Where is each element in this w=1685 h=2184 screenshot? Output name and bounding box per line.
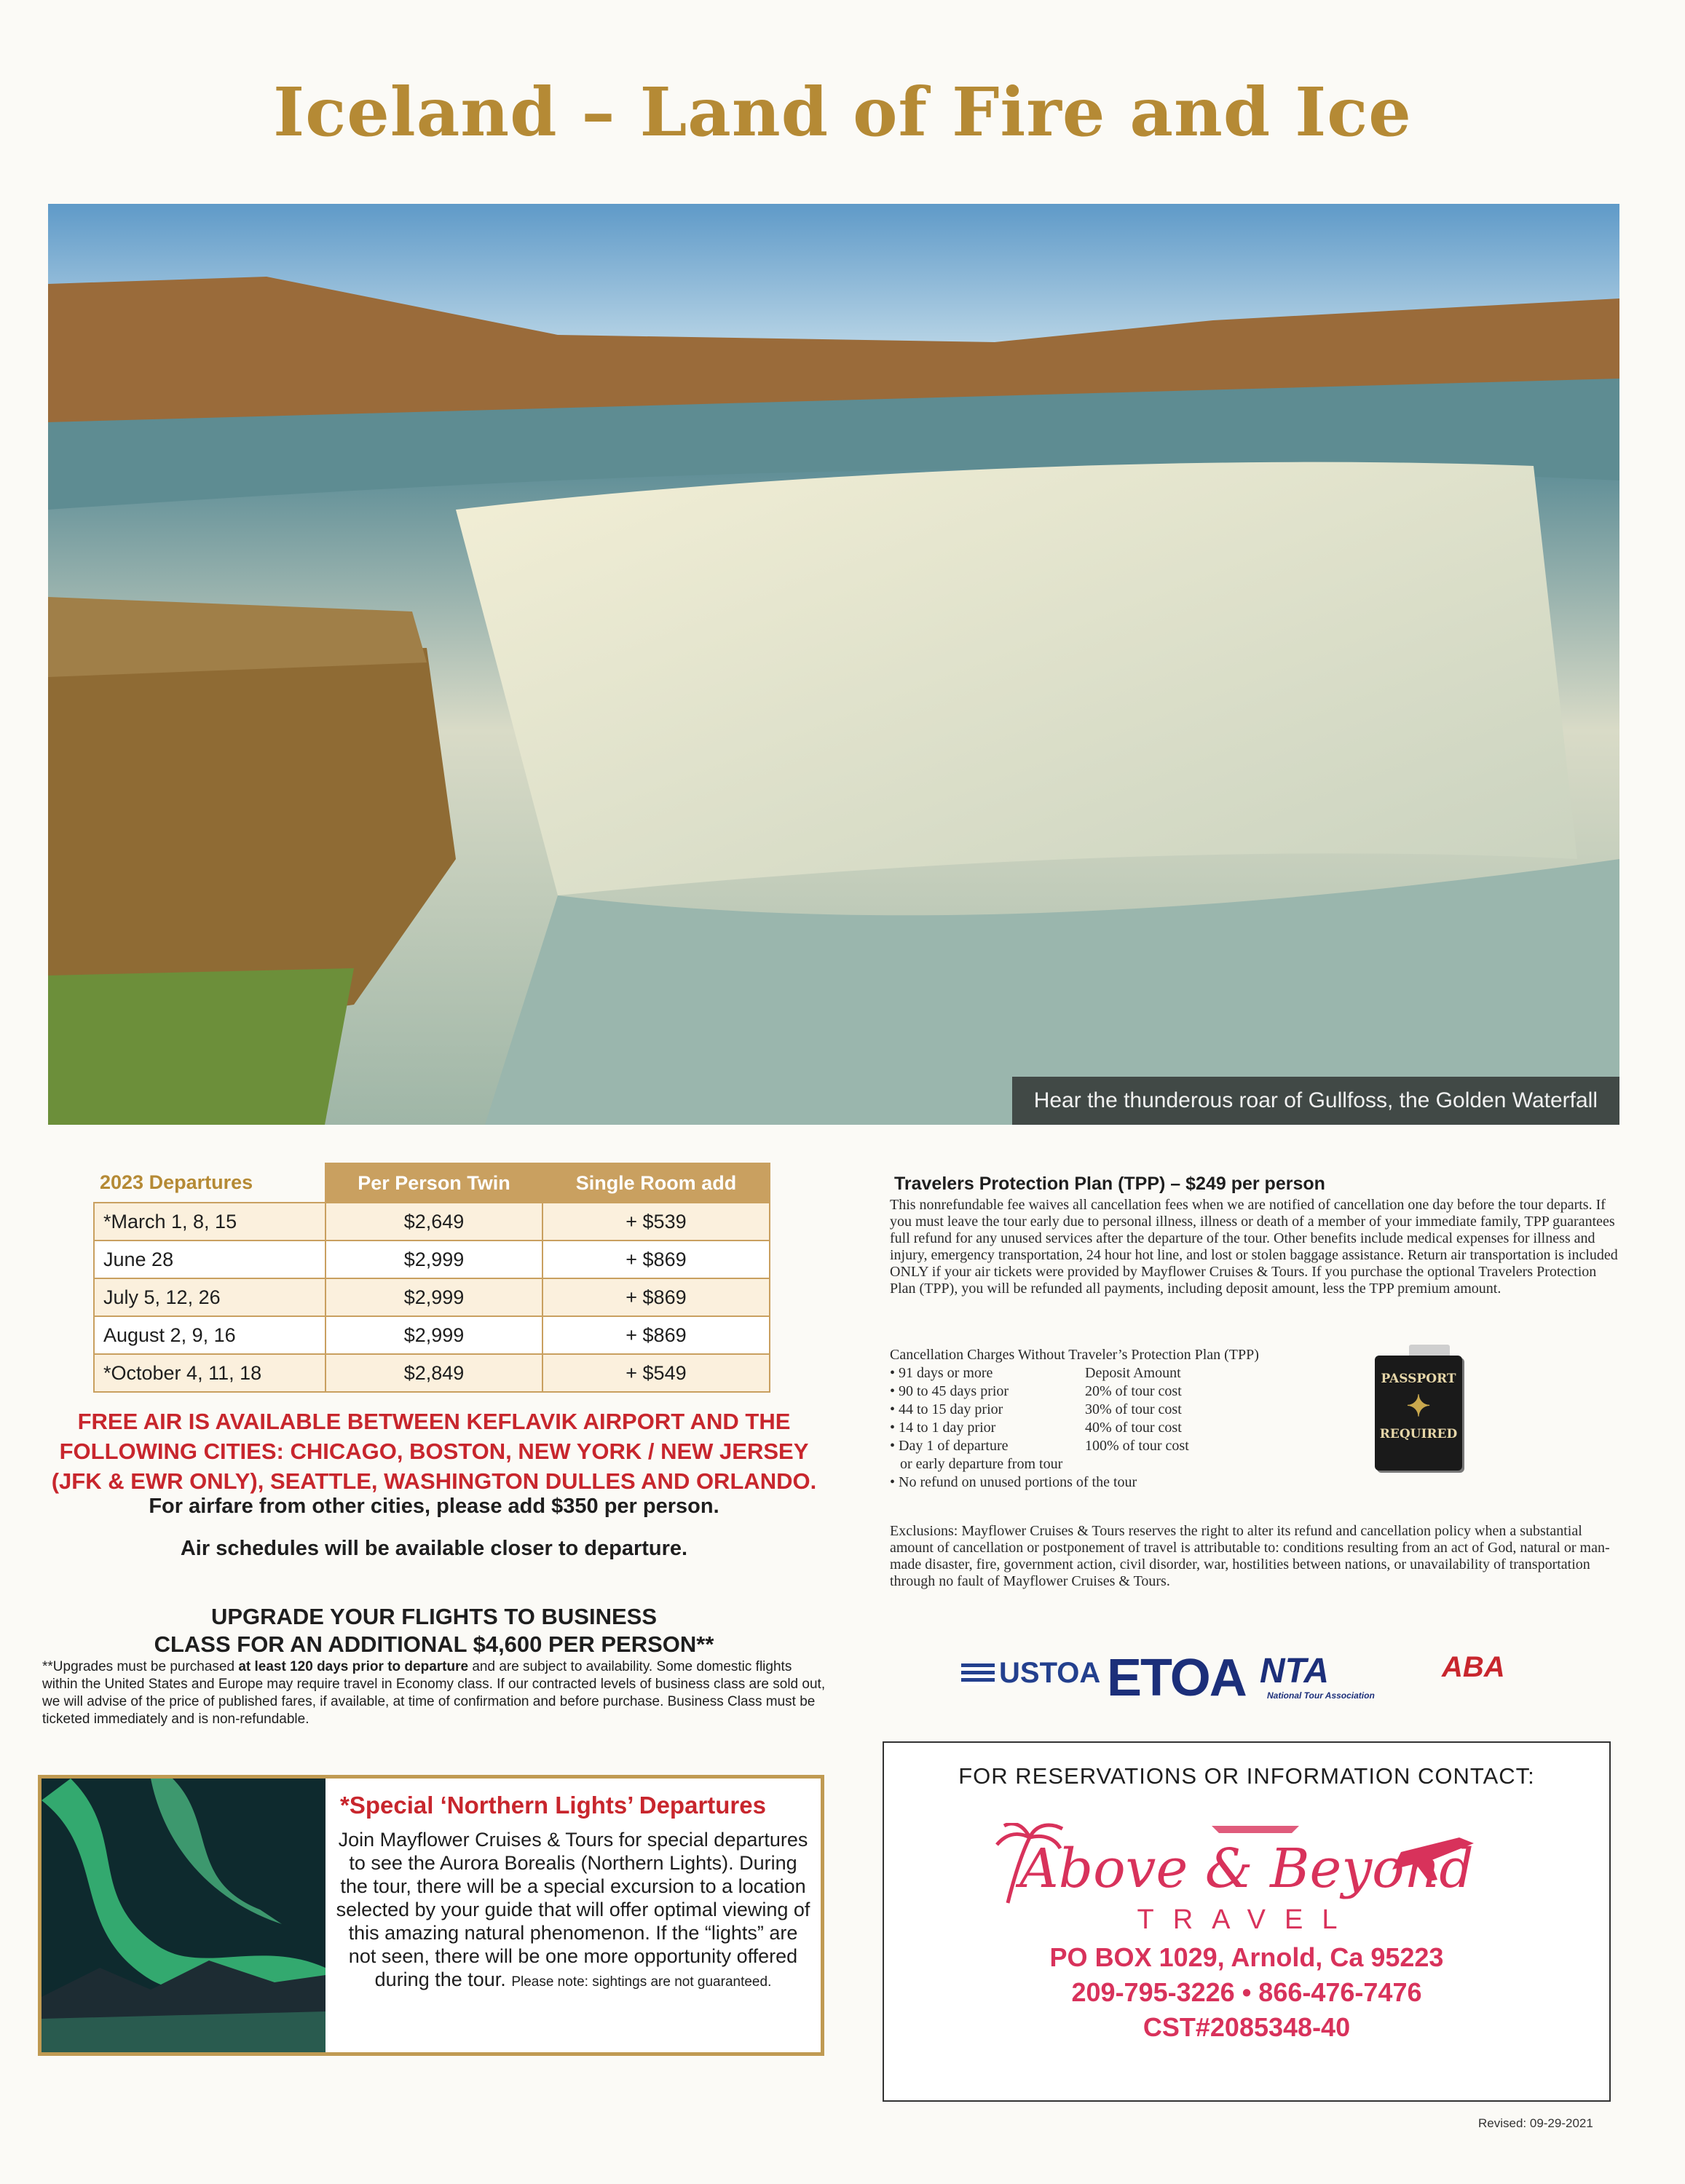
upgrade-heading-line: UPGRADE YOUR FLIGHTS TO BUSINESS [210, 1604, 658, 1629]
table-row [94, 1203, 770, 1241]
agency-name: Above & Beyond [1019, 1837, 1474, 1900]
eagle-icon: ✦ [1406, 1389, 1431, 1423]
flag-icon [961, 1663, 995, 1685]
departure-dates: *March 1, 8, 15 [94, 1203, 325, 1241]
table-row [94, 1278, 770, 1316]
departure-dates: August 2, 9, 16 [94, 1316, 325, 1354]
cancellation-charge: 30% of tour cost [1085, 1401, 1182, 1417]
cancellation-period: • Day 1 of departure [890, 1438, 1009, 1454]
single-supplement: + $869 [542, 1316, 770, 1354]
agency-phones: 209-795-3226 • 866-476-7476 [1071, 1977, 1422, 2007]
departure-dates: June 28 [94, 1241, 325, 1278]
hero-caption: Hear the thunderous roar of Gullfoss, the Golden Waterfall [1012, 1077, 1619, 1125]
aurora-photo [42, 1779, 325, 2052]
table-header-row [94, 1163, 770, 1203]
cancellation-row [890, 1401, 1443, 1419]
upgrade-heading-line: CLASS FOR AN ADDITIONAL $4,600 PER PERSON** [154, 1631, 714, 1657]
cancellation-charge: 20% of tour cost [1085, 1383, 1182, 1399]
ustoa-logo [961, 1657, 1100, 1690]
cancellation-row [890, 1382, 1443, 1401]
early-departure-note: or early departure from tour [900, 1456, 1063, 1472]
tpp-title: Travelers Protection Plan (TPP) – $249 per person [894, 1174, 1325, 1194]
exclusions-text: Exclusions: Mayflower Cruises & Tours reserves the right to alter its refund and cancellation policy when a substantial amount of cancellation or postponement of travel is attributable to: conditions resulting from an act of God, natural or man-made disaster, fire, government action, civil disorder, war, hostilities between nations, or unavailability of transportation through no fault of Mayflower Cruises & Tours. [890, 1523, 1610, 1589]
single-supplement: + $549 [542, 1354, 770, 1392]
twin-price: $2,999 [325, 1278, 542, 1316]
departures-price-table [93, 1163, 770, 1393]
column-header-single: Single Room add [542, 1163, 770, 1203]
free-air-line: FOLLOWING CITIES: CHICAGO, BOSTON, NEW YORK / NEW JERSEY [59, 1439, 809, 1464]
page-title: Iceland – Land of Fire and Ice [273, 73, 1412, 151]
tpp-description: This nonrefundable fee waives all cancellation fees when we are notified of cancellation one day before the tour departs. If you must leave the tour early due to personal illness, illness or death of a member of your immediate family, TPP guarantees full refund for any unused services after the departure of the tour. Other benefits include medical expenses for illness and injury, emergency transportation, 24 hour hot line, and lost or stolen baggage assistance. Return air transportation is included ONLY if your air tickets were provided by Mayflower Cruises & Tours. If you purchase the optional Travelers Protection Plan (TPP), you will be refunded all payments, including deposit amount, less the TPP premium amount. [890, 1197, 1618, 1297]
sightings-disclaimer: Please note: sightings are not guaranteed. [511, 1974, 772, 1990]
nta-logo: NTA [1260, 1652, 1330, 1690]
column-header-departures: 2023 Departures [100, 1171, 253, 1193]
passport-required-badge [1375, 1356, 1462, 1471]
cancellation-period: • 14 to 1 day prior [890, 1420, 996, 1436]
revised-date: Revised: 09-29-2021 [1478, 2116, 1593, 2130]
cancellation-charge: 100% of tour cost [1085, 1438, 1189, 1454]
free-air-line: (JFK & EWR ONLY), SEATTLE, WASHINGTON DULLES AND ORLANDO. [51, 1468, 817, 1494]
departure-dates: July 5, 12, 26 [94, 1278, 325, 1316]
single-supplement: + $539 [542, 1203, 770, 1241]
reservation-contact-box [883, 1741, 1611, 2102]
cancellation-charge: 40% of tour cost [1085, 1420, 1182, 1436]
free-air-notice [48, 1406, 820, 1496]
reservation-heading: FOR RESERVATIONS OR INFORMATION CONTACT: [958, 1763, 1535, 1789]
ustoa-wordmark: USTOA [999, 1657, 1101, 1689]
cancellation-period: • 44 to 15 day prior [890, 1401, 1003, 1417]
twin-price: $2,649 [325, 1203, 542, 1241]
required-label: REQUIRED [1379, 1427, 1458, 1441]
single-supplement: + $869 [542, 1241, 770, 1278]
northern-lights-title: *Special ‘Northern Lights’ Departures [340, 1792, 766, 1819]
passport-label: PASSPORT [1381, 1372, 1456, 1386]
free-air-line: FREE AIR IS AVAILABLE BETWEEN KEFLAVIK AIRPORT AND THE [77, 1409, 791, 1434]
single-supplement: + $869 [542, 1278, 770, 1316]
nta-subtitle: National Tour Association [1267, 1690, 1375, 1701]
cancellation-period: • 90 to 45 days prior [890, 1383, 1009, 1399]
agency-address: PO BOX 1029, Arnold, Ca 95223 [1049, 1942, 1444, 1972]
twin-price: $2,999 [325, 1241, 542, 1278]
upgrade-heading [48, 1603, 820, 1658]
cancellation-heading: Cancellation Charges Without Traveler’s Protection Plan (TPP) [890, 1347, 1259, 1363]
aba-logo: ABA [1442, 1651, 1505, 1683]
association-logos [961, 1647, 1544, 1705]
no-refund-note: • No refund on unused portions of the tour [890, 1474, 1137, 1490]
upgrade-note-start: **Upgrades must be purchased [42, 1659, 239, 1674]
upgrade-note-end: and are subject to availability. Some domestic flights within the United States and Europe may require travel in Economy class. If our contracted levels of business class are sold out, we will advise of the price of published fares, if available, at time of confirmation and before purchase. Business Class must be ticketed immediately and is non-refundable. [42, 1659, 826, 1727]
cancellation-row [890, 1419, 1443, 1437]
cancellation-row [890, 1437, 1443, 1455]
northern-lights-box [38, 1775, 824, 2056]
table-row [94, 1316, 770, 1354]
twin-price: $2,849 [325, 1354, 542, 1392]
northern-lights-description: Join Mayflower Cruises & Tours for special departures to see the Aurora Borealis (Northern Lights). During the tour, there will be a special excursion to a location selected by your guide that will offer optimal viewing of this amazing natural phenomenon. If the “lights” are not seen, there will be one more opportunity offered during the tour. [336, 1829, 810, 1990]
agency-cst-number: CST#2085348-40 [1143, 2012, 1351, 2042]
column-header-twin: Per Person Twin [325, 1163, 542, 1203]
etoa-logo: ETOA [1107, 1649, 1246, 1707]
northern-lights-body [333, 1828, 813, 1994]
twin-price: $2,999 [325, 1316, 542, 1354]
waterfall-illustration [48, 204, 1619, 1125]
hero-photo [48, 204, 1619, 1125]
air-schedules-note: Air schedules will be available closer to departure. [180, 1537, 688, 1560]
cancellation-row [890, 1364, 1443, 1382]
departure-dates: *October 4, 11, 18 [94, 1354, 325, 1392]
agency-subtitle: TRAVEL [1137, 1904, 1357, 1935]
upgrade-note-deadline: at least 120 days prior to departure [238, 1659, 469, 1674]
table-row [94, 1241, 770, 1278]
cancellation-charge: Deposit Amount [1085, 1365, 1181, 1381]
cancellation-period: • 91 days or more [890, 1365, 993, 1381]
aurora-illustration [42, 1779, 325, 2052]
table-row [94, 1354, 770, 1392]
airfare-other-cities: For airfare from other cities, please add $350 per person. [149, 1495, 719, 1518]
upgrade-fine-print [42, 1658, 829, 1728]
cancellation-charges [890, 1346, 1443, 1492]
